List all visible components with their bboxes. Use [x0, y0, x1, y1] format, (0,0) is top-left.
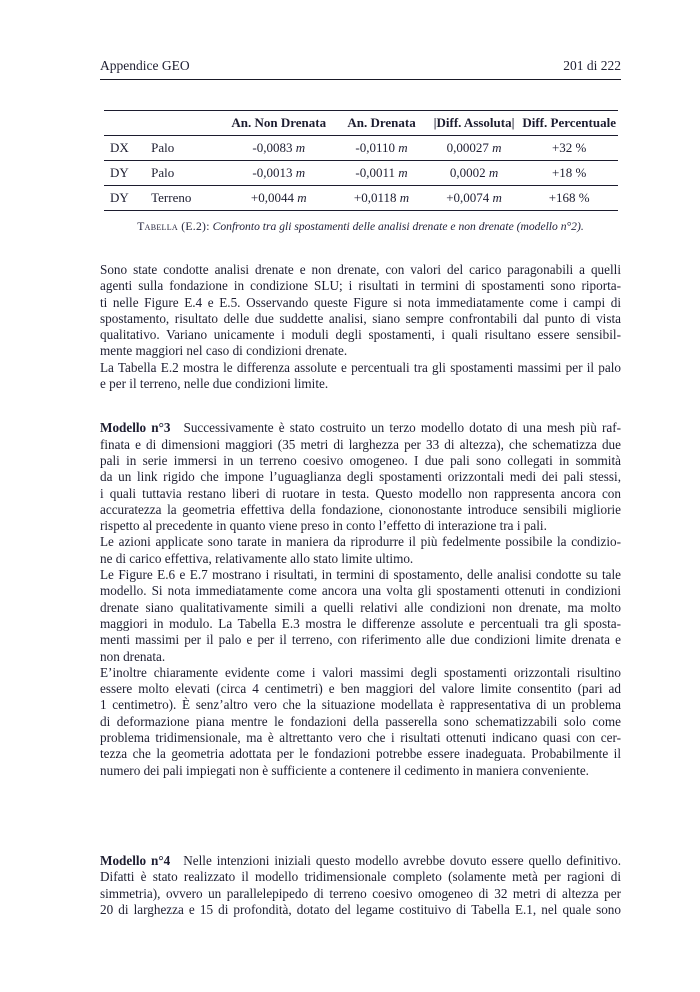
text-line: rispetto al precedente in quanto viene preso in conto l’effetto di interazione tra i pali.	[100, 518, 547, 534]
col-header-drenata: An. Drenata	[335, 111, 428, 136]
text-line: Le Figure E.6 e E.7 mostrano i risultati, in termini di spostamento, delle analisi condotte su tale	[100, 567, 621, 583]
document-page	[100, 58, 621, 918]
text-line: spostamento, risultato delle due suddette analisi, siano sempre confrontabili dal punto di vista	[100, 310, 621, 326]
text-line: finata e di dimensioni maggiori (35 metri di larghezza per 33 di altezza), che schematizza due	[100, 436, 621, 452]
text-line: Modello n°4 Nelle intenzioni iniziali questo modello avrebbe dovuto essere quello definitivo.	[100, 852, 621, 868]
text-line: pali in serie immersi in un terreno coesivo omogeneo. I due pali sono collegati in sommità	[100, 452, 621, 468]
text-line: 1 centimetro). È senz’altro vero che la situazione modellata è rappresentativa di un problema	[100, 697, 621, 713]
header-section-title: Appendice GEO	[100, 58, 190, 73]
paragraph-modello-4	[100, 853, 621, 918]
paragraph-drained-analyses	[100, 262, 621, 392]
cell-diff-assoluta: 0,00027 m	[428, 136, 521, 161]
cell-item: Palo	[145, 136, 222, 161]
caption-text: Confronto tra gli spostamenti delle analisi drenate e non drenate (modello n°2).	[212, 220, 584, 233]
text-line: drenate siano qualitativamente simili a quelli relativi alle condizioni non drenate, ma molto	[100, 599, 621, 615]
run-in-heading-modello-4: Modello n°4	[100, 852, 171, 868]
cell-non-drenata: -0,0013 m	[222, 161, 335, 186]
cell-diff-percentuale: +32 %	[520, 136, 618, 161]
text-line: Difatti è stato realizzato il modello tridimensionale completo (solamente metà per ragioni di	[100, 869, 621, 885]
text-line: maggiori in modulo. La Tabella E.3 mostra le differenze assolute e percentuali tra gli sposta-	[100, 615, 621, 631]
text-line: ti nelle Figure E.4 e E.5. Osservando queste Figure si nota immediatamente come i campi di	[100, 294, 621, 310]
table-header-row	[104, 111, 618, 136]
cell-diff-percentuale: +18 %	[520, 161, 618, 186]
text-line: E’inoltre chiaramente evidente come i valori massimi degli spostamenti orizzontali risultino	[100, 664, 621, 680]
cell-direction: DY	[104, 161, 145, 186]
text-line: accuratezza la geometria effettiva della fondazione, ciononostante introduce sensibili migliorie	[100, 501, 621, 517]
text-line: ne di carico effettiva, relativamente allo stato limite ultimo.	[100, 550, 414, 566]
cell-item: Terreno	[151, 190, 192, 205]
cell-non-drenata: +0,0044 m	[250, 190, 307, 205]
text-line: i quali tuttavia restano liberi di ruotare in testa. Questo modello non rappresenta ancora con	[100, 485, 621, 501]
table-row	[104, 136, 618, 161]
displacement-comparison-table	[104, 110, 618, 211]
cell-item: Palo	[145, 161, 222, 186]
text-line: simmetria), ovvero un parallelepipedo di terreno coesivo omogeneo di 32 metri di altezza per	[100, 885, 621, 901]
col-header-diff-percentuale: Diff. Percentuale	[520, 111, 618, 136]
text-line: di deformazione piana mentre le fondazioni della passerella sono schematizzabili solo come	[100, 713, 621, 729]
text-line: e per il terreno, nelle due condizioni limite.	[100, 376, 329, 392]
table-caption	[100, 220, 621, 233]
text-line: menti massimi per il palo e per il terreno, con riferimento alle due condizioni limite drenata e	[100, 632, 621, 648]
text-line: qualitativo. Variano unicamente i moduli degli spostamenti, i quali risultano essere sensibil-	[100, 327, 621, 343]
run-in-heading-modello-3: Modello n°3	[100, 420, 171, 436]
table-row	[104, 186, 618, 211]
cell-drenata: +0,0118 m	[353, 190, 410, 205]
results-table-wrap	[100, 110, 621, 211]
col-header-non-drenata: An. Non Drenata	[222, 111, 335, 136]
text-line: 20 di larghezza e 15 di profondità, dotato del legame costituivo di Tabella E.1, nel quale sono	[100, 901, 621, 917]
empty-header-cell	[104, 111, 145, 136]
cell-drenata: -0,0110 m	[335, 136, 428, 161]
cell-drenata: -0,0011 m	[335, 161, 428, 186]
text-line: Modello n°3 Successivamente è stato costruito un terzo modello dotato di una mesh più raf-	[100, 420, 621, 436]
paragraph-modello-3	[100, 420, 621, 779]
text-line: numero dei pali impiegati non è sufficiente a contenere il cedimento in maniera conveniente.	[100, 762, 589, 778]
text-line: tezza che la geometria adottata per le fondazioni potrebbe essere inadeguata. Probabilmente il	[100, 746, 621, 762]
text-line: problema tridimensionale, ma è altrettanto vero che i risultati ottenuti indicano quasi con cer-	[100, 730, 621, 746]
text-line: modello. Si nota immediatamente come ancora una volta gli spostamenti ottenuti in condizioni	[100, 583, 621, 599]
cell-diff-assoluta: +0,0074 m	[446, 190, 502, 205]
text-line: da un link rigido che impone l’uguaglianza degli spostamenti orizzontali medi dei pali stessi,	[100, 469, 621, 485]
text-line: Sono state condotte analisi drenate e non drenate, con valori del carico paragonabili a quelli	[100, 262, 621, 277]
cell-non-drenata: -0,0083 m	[222, 136, 335, 161]
text-line: La Tabella E.2 mostra le differenza assolute e percentuali tra gli spostamenti massimi per il palo	[100, 359, 621, 375]
cell-direction: DY	[110, 190, 129, 205]
empty-header-cell	[145, 111, 222, 136]
col-header-diff-assoluta: |Diff. Assoluta|	[428, 111, 521, 136]
caption-label: Tabella (E.2):	[137, 220, 210, 233]
page-header	[100, 58, 621, 80]
text-line: mente maggiori nel caso di condizioni drenate.	[100, 343, 348, 359]
cell-direction: DX	[104, 136, 145, 161]
cell-diff-assoluta: 0,0002 m	[428, 161, 521, 186]
text-line: agenti sulla fondazione in condizione SLU; i risultati in termini di spostamenti sono riporta-	[100, 278, 621, 294]
text-line: Le azioni applicate sono tarate in maniera da riprodurre il più fedelmente possibile la condizio-	[100, 534, 621, 550]
header-page-number: 201 di 222	[563, 58, 621, 73]
cell-diff-percentuale: +168 %	[548, 190, 590, 205]
table-row	[104, 161, 618, 186]
text-line: non drenata.	[100, 648, 166, 664]
text-line: essere molto elevati (circa 4 centimetri) e ben maggiori del valore limite consentito (pari ad	[100, 681, 621, 697]
